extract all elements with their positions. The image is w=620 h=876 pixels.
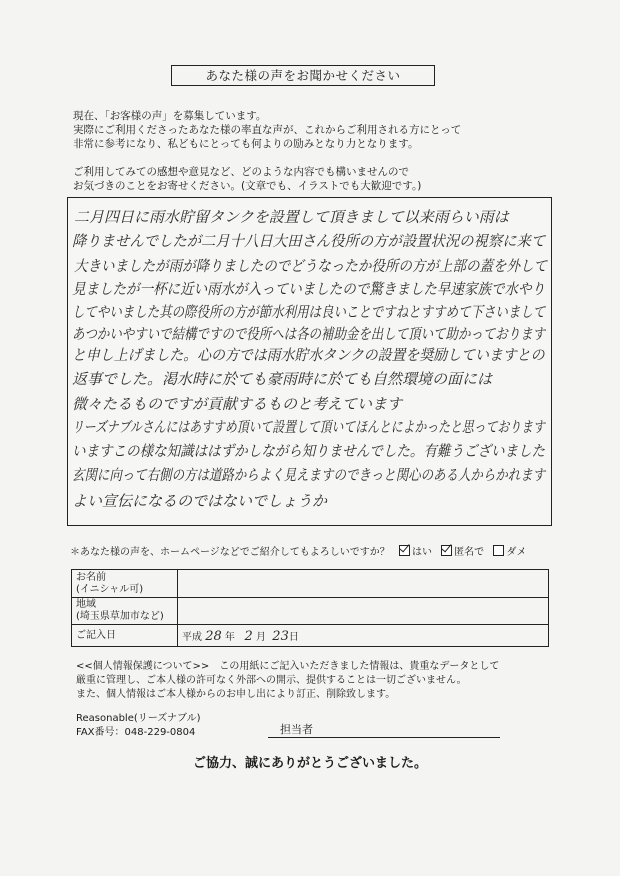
staff-in-charge-line (268, 722, 500, 738)
year-unit: 年 (224, 631, 235, 643)
date-label-cell (72, 625, 178, 647)
consent-question: ＊あなた様の声を、ホームページなどでご紹介してもよろしいですか？ (70, 547, 390, 558)
handwriting-line: と申し上げました。心の方では雨水貯水タンクの設置を奨励していますとの (72, 346, 545, 364)
handwriting-line: リーズナブルさんにはあすすめ頂いて設置して頂いてほんとによかったと思っております (72, 418, 545, 436)
handwriting-line: 降りませんでしたが二月十八日大田さん役所の方が設置状況の視察に来て (72, 232, 546, 250)
name-label: お名前 (76, 571, 106, 583)
fax-number: FAX番号：048-229-0804 (76, 727, 196, 738)
privacy-notice (76, 660, 556, 702)
date-field[interactable] (178, 625, 549, 647)
handwritten-comment-box (67, 197, 552, 526)
consent-no-label: ダメ (506, 547, 527, 558)
intro-text (73, 109, 553, 207)
area-label: 地域 (76, 599, 96, 610)
day-value: 23 (272, 628, 289, 644)
year-value: 28 (205, 628, 222, 644)
day-unit: 日 (288, 631, 299, 643)
handwriting-line: 微々たるものですが貢献するものと考えています (72, 395, 403, 413)
intro-line: 実際にご利用くださったあなた様の率直な声が、これからご利用される方にとって (73, 124, 462, 136)
intro-line: 非常に参考になり、私どもにとっても何よりの励みとなり力となります。 (73, 138, 419, 150)
company-info (76, 712, 201, 740)
form-title: あなた様の声をお聞かせください (171, 65, 435, 86)
handwriting-line: 返事でした。渇水時に於ても豪雨時に於ても自然環境の面には (72, 370, 493, 388)
privacy-line: また、個人情報はご本人様からのお申し出により訂正、削除致します。 (76, 689, 396, 700)
area-label-cell (72, 598, 178, 625)
consent-anonymous-label: 匿名で (454, 547, 485, 558)
era-label: 平成 (182, 631, 202, 643)
month-unit: 月 (255, 631, 266, 643)
date-label: ご記入日 (76, 629, 116, 641)
handwriting-line: 大きいましたが雨が降りましたのでどうなったか役所の方が上部の蓋を外して (74, 257, 548, 275)
privacy-line: 厳重に管理し、ご本人様の許可なく外部への開示、提供することは一切ございません。 (76, 675, 467, 686)
name-sublabel: (イニシャル可) (76, 583, 144, 595)
thank-you-message: ご協力、誠にありがとうございました。 (192, 756, 427, 771)
handwriting-line: 見ましたが一杯に近い雨水が入っていましたので驚きました早速家族で水やり (72, 280, 546, 298)
consent-yes-label: はい (412, 547, 432, 558)
intro-line: 現在、「お客様の声」を募集しています。 (73, 110, 267, 122)
name-field[interactable] (178, 570, 549, 598)
company-name: Reasonable(リーズナブル) (76, 713, 201, 724)
month-value: 2 (244, 628, 253, 644)
consent-yes-checkbox[interactable] (399, 545, 410, 556)
intro-line: お気づきのことをお寄せください。(文章でも、イラストでも大歓迎です。) (73, 180, 422, 192)
handwriting-line: あつかいやすいで結構ですので役所へは各の補助金を出して頂いて助かっております (72, 325, 546, 343)
handwriting-line: 玄関に向って右側の方は道路からよく見えますのできっと関心のある人からかれます (72, 466, 546, 484)
name-label-cell (72, 570, 178, 598)
privacy-line: <<個人情報保護について>> この用紙にご記入いただきました情報は、貴重なデータとして (76, 661, 500, 672)
consent-row (70, 543, 526, 558)
handwriting-line: よい宣伝になるのではないでしょうか (72, 492, 328, 510)
area-field[interactable] (178, 598, 549, 625)
intro-paragraph-1 (73, 109, 553, 151)
consent-no-checkbox[interactable] (493, 545, 504, 556)
intro-line: ご利用してみての感想や意見など、どのような内容でも構いませんので (73, 166, 409, 178)
handwriting-line: 二月四日に雨水貯留タンクを設置して頂きまして以来雨らい雨は (74, 208, 509, 226)
handwriting-line: いますこの様な知識ははずかしながら知りませんでした。有難うございました (72, 442, 546, 460)
customer-info-table (71, 569, 549, 647)
intro-paragraph-2 (73, 165, 553, 193)
consent-anonymous-checkbox[interactable] (441, 545, 452, 556)
area-sublabel: (埼玉県草加市など) (76, 611, 164, 622)
handwriting-line: してやいました其の際役所の方が節水利用は良いことですねとすすめて下さいまして (72, 303, 546, 321)
staff-in-charge-label: 担当者 (280, 723, 313, 736)
